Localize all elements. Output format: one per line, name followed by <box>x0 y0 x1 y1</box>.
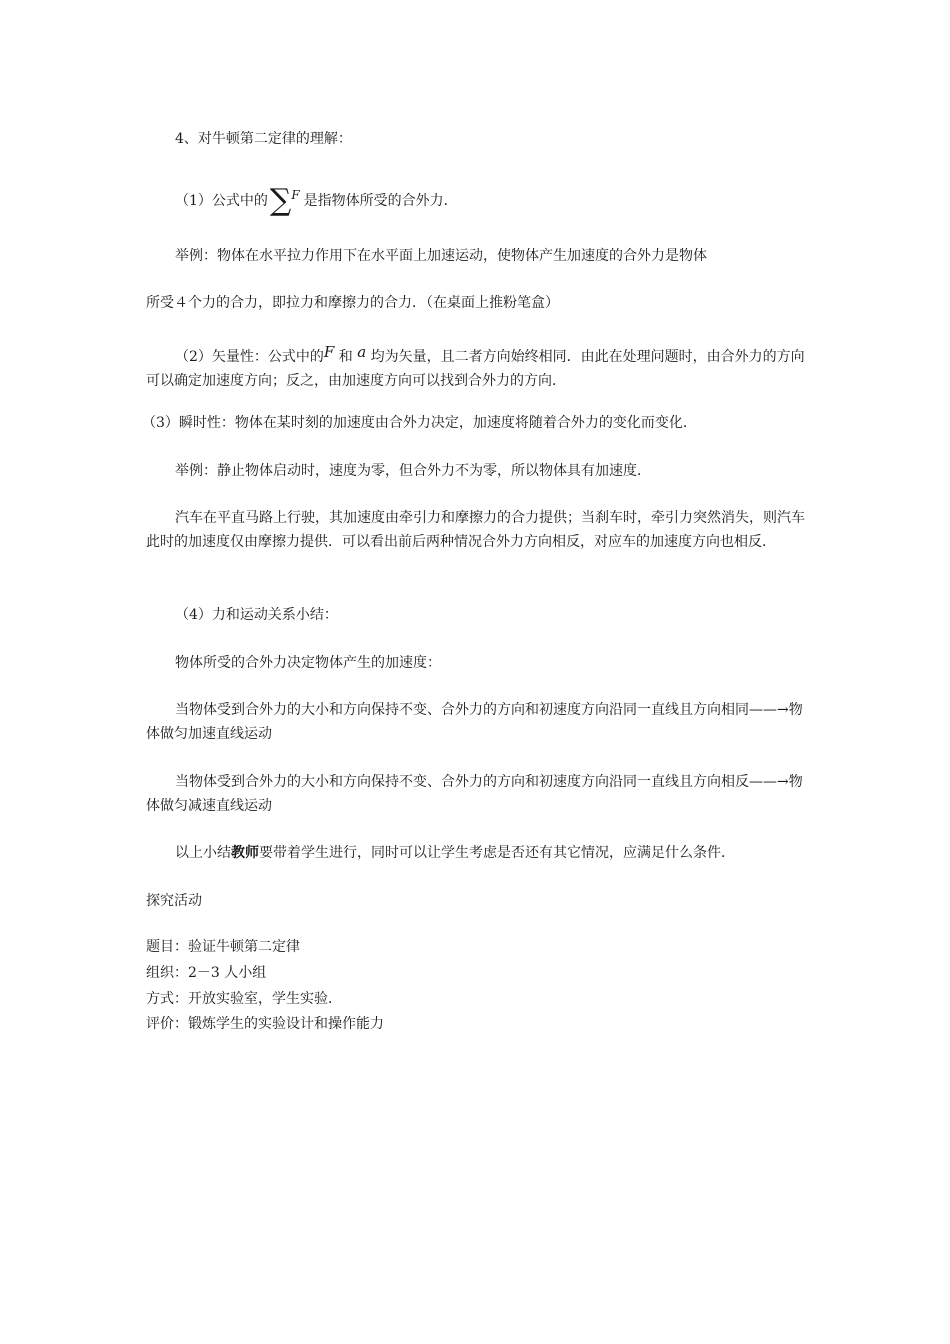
item-2-and: 和 <box>338 349 353 365</box>
teacher-note-after: 要带着学生进行，同时可以让学生考虑是否还有其它情况，应满足什么条件． <box>259 845 735 861</box>
summary-intro: 物体所受的合外力决定物体产生的加速度： <box>175 655 441 671</box>
example-2: 举例：静止物体启动时，速度为零，但合外力不为零，所以物体具有加速度． <box>175 463 651 479</box>
teacher-note-bold: 教师 <box>231 845 259 861</box>
acceleration-variable: a <box>357 343 367 361</box>
example-1-line-2: 所受４个力的合力，即拉力和摩擦力的合力．（在桌面上推粉笔盒） <box>146 295 559 311</box>
example-1-line-1: 举例：物体在水平拉力作用下在水平面上加速运动，使物体产生加速度的合外力是物体 <box>175 248 707 264</box>
activity-topic: 题目：验证牛顿第二定律 <box>146 939 300 955</box>
activity-title: 探究活动 <box>146 893 202 909</box>
item-1-prefix: （1）公式中的 <box>175 193 268 209</box>
teacher-note-before: 以上小结 <box>175 845 231 861</box>
item-2-suffix: 均为矢量，且二者方向始终相同．由此在处理问题时，由合外力的方向可以确定加速度方向；反之，由加速度方向可以找到合外力的方向． <box>146 349 805 389</box>
case-opposite-direction: 当物体受到合外力的大小和方向保持不变、合外力的方向和初速度方向沿同一直线且方向相反——→物体做匀减速直线运动 <box>146 774 803 814</box>
item-2-prefix: （2）矢量性：公式中的 <box>175 349 324 365</box>
sigma-symbol: ∑ <box>269 183 292 218</box>
item-1 <box>175 183 835 218</box>
activity-evaluation: 评价：锻炼学生的实验设计和操作能力 <box>146 1016 384 1032</box>
item-2 <box>146 340 806 393</box>
activity-method: 方式：开放实验室，学生实验． <box>146 991 342 1007</box>
teacher-note <box>175 842 835 864</box>
item-4: （4）力和运动关系小结： <box>175 607 338 623</box>
car-paragraph: 汽车在平直马路上行驶，其加速度由牵引力和摩擦力的合力提供；当刹车时，牵引力突然消失，则汽车此时的加速度仅由摩擦力提供．可以看出前后两种情况合外力方向相反，对应车的加速度方向也相反． <box>146 510 805 550</box>
item-1-suffix: 是指物体所受的合外力． <box>303 193 458 209</box>
case-same-direction: 当物体受到合外力的大小和方向保持不变、合外力的方向和初速度方向沿同一直线且方向相同——→物体做匀加速直线运动 <box>146 702 803 742</box>
section-heading: 4、对牛顿第二定律的理解： <box>175 131 352 147</box>
activity-organization: 组织：2－3 人小组 <box>146 965 267 981</box>
force-variable: F <box>291 188 300 202</box>
force-variable: F <box>323 343 335 361</box>
item-3: （3）瞬时性：物体在某时刻的加速度由合外力决定，加速度将随着合外力的变化而变化． <box>142 415 697 431</box>
